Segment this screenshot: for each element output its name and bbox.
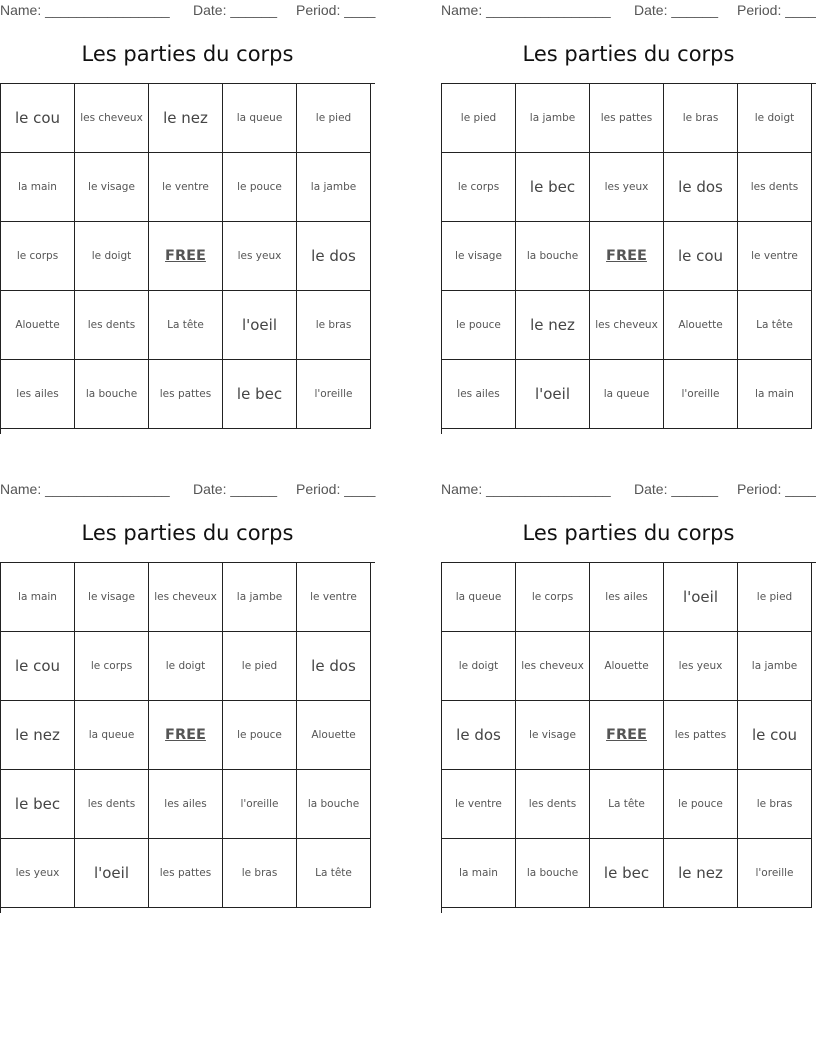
bingo-cell: les ailes	[1, 360, 75, 429]
bingo-cell: le bras	[223, 839, 297, 908]
bingo-cell: La tête	[297, 839, 371, 908]
bingo-cell: le dos	[664, 153, 738, 222]
bingo-cell: le corps	[442, 153, 516, 222]
bingo-cell: le corps	[1, 222, 75, 291]
bingo-cell: la bouche	[297, 770, 371, 839]
bingo-cell: le pied	[223, 632, 297, 701]
bingo-cell: les pattes	[590, 84, 664, 153]
bingo-cell: les dents	[75, 291, 149, 360]
bingo-cell: les ailes	[590, 563, 664, 632]
bingo-cell: l'oreille	[223, 770, 297, 839]
bingo-cell: le dos	[297, 222, 371, 291]
bingo-cell: la bouche	[75, 360, 149, 429]
bingo-cell: la bouche	[516, 839, 590, 908]
bingo-cell: le cou	[1, 632, 75, 701]
bingo-cell: le nez	[664, 839, 738, 908]
bingo-cell: la jambe	[297, 153, 371, 222]
free-cell	[590, 701, 664, 770]
bingo-cell: le cou	[664, 222, 738, 291]
bingo-cell: la main	[442, 839, 516, 908]
bingo-cell: les dents	[738, 153, 812, 222]
bingo-cell: le cou	[738, 701, 812, 770]
bingo-cell: le pouce	[664, 770, 738, 839]
bingo-cell: le cou	[1, 84, 75, 153]
bingo-cell: le visage	[516, 701, 590, 770]
bingo-cell: La tête	[149, 291, 223, 360]
bingo-cell: la jambe	[516, 84, 590, 153]
bingo-grid	[0, 83, 375, 434]
bingo-cell: la queue	[442, 563, 516, 632]
bingo-cell: les cheveux	[590, 291, 664, 360]
bingo-cell: le dos	[297, 632, 371, 701]
bingo-cell: le bec	[590, 839, 664, 908]
bingo-cell: le visage	[75, 153, 149, 222]
bingo-cell: La tête	[590, 770, 664, 839]
date-field: Date: ______	[193, 2, 278, 18]
bingo-cell: Alouette	[297, 701, 371, 770]
bingo-cell: le visage	[75, 563, 149, 632]
bingo-cell: le bras	[664, 84, 738, 153]
bingo-cell: le pied	[297, 84, 371, 153]
date-field: Date: ______	[193, 481, 278, 497]
bingo-cell: le visage	[442, 222, 516, 291]
bingo-cell: le bec	[223, 360, 297, 429]
bingo-cell: le doigt	[442, 632, 516, 701]
bingo-cell: la jambe	[223, 563, 297, 632]
bingo-cell: la queue	[223, 84, 297, 153]
bingo-cell: l'oeil	[664, 563, 738, 632]
free-label: FREE	[606, 248, 647, 264]
bingo-cell: le bec	[1, 770, 75, 839]
bingo-cell: le doigt	[75, 222, 149, 291]
free-cell	[590, 222, 664, 291]
bingo-cell: le bras	[738, 770, 812, 839]
bingo-cell: la main	[1, 153, 75, 222]
bingo-cell: le ventre	[297, 563, 371, 632]
bingo-cell: le nez	[1, 701, 75, 770]
bingo-cell: les ailes	[149, 770, 223, 839]
bingo-cell: l'oreille	[664, 360, 738, 429]
bingo-cell: les ailes	[442, 360, 516, 429]
bingo-cell: la main	[738, 360, 812, 429]
bingo-grid	[441, 562, 816, 913]
bingo-grid	[0, 562, 375, 913]
bingo-cell: le pouce	[223, 701, 297, 770]
bingo-grid	[441, 83, 816, 434]
bingo-cell: le doigt	[149, 632, 223, 701]
bingo-cell: le dos	[442, 701, 516, 770]
bingo-cell: le pouce	[223, 153, 297, 222]
bingo-cell: le bec	[516, 153, 590, 222]
bingo-cell: les dents	[516, 770, 590, 839]
period-field: Period: ____	[737, 2, 816, 18]
card-title: Les parties du corps	[81, 521, 294, 545]
bingo-cell: la jambe	[738, 632, 812, 701]
bingo-cell: le ventre	[442, 770, 516, 839]
bingo-cell: la queue	[590, 360, 664, 429]
period-field: Period: ____	[737, 481, 816, 497]
bingo-cell: le ventre	[738, 222, 812, 291]
bingo-cell: les cheveux	[149, 563, 223, 632]
card-header	[441, 481, 816, 497]
bingo-cell: les yeux	[223, 222, 297, 291]
period-field: Period: ____	[296, 2, 376, 18]
bingo-cell: les cheveux	[516, 632, 590, 701]
free-label: FREE	[165, 727, 206, 743]
bingo-cell: Alouette	[664, 291, 738, 360]
bingo-cell: l'oreille	[297, 360, 371, 429]
bingo-cell: les dents	[75, 770, 149, 839]
bingo-cell: les cheveux	[75, 84, 149, 153]
bingo-cell: Alouette	[1, 291, 75, 360]
bingo-cell: les yeux	[664, 632, 738, 701]
bingo-cell: le pied	[442, 84, 516, 153]
bingo-cell: l'oreille	[738, 839, 812, 908]
name-field: Name: ________________	[441, 2, 611, 18]
bingo-cell: Alouette	[590, 632, 664, 701]
free-label: FREE	[606, 727, 647, 743]
bingo-cell: le nez	[516, 291, 590, 360]
bingo-cell: les yeux	[590, 153, 664, 222]
bingo-cell: l'oeil	[223, 291, 297, 360]
bingo-cell: le corps	[75, 632, 149, 701]
card-title: Les parties du corps	[81, 42, 294, 66]
name-field: Name: ________________	[0, 2, 170, 18]
free-label: FREE	[165, 248, 206, 264]
date-field: Date: ______	[634, 2, 719, 18]
name-field: Name: ________________	[441, 481, 611, 497]
free-cell	[149, 701, 223, 770]
bingo-cell: le bras	[297, 291, 371, 360]
bingo-cell: le pied	[738, 563, 812, 632]
bingo-cell: le corps	[516, 563, 590, 632]
date-field: Date: ______	[634, 481, 719, 497]
card-title: Les parties du corps	[522, 42, 735, 66]
free-cell	[149, 222, 223, 291]
bingo-cell: l'oeil	[75, 839, 149, 908]
bingo-cell: le ventre	[149, 153, 223, 222]
bingo-cell: les pattes	[149, 839, 223, 908]
bingo-cell: La tête	[738, 291, 812, 360]
card-header	[0, 2, 375, 18]
period-field: Period: ____	[296, 481, 376, 497]
bingo-cell: les pattes	[664, 701, 738, 770]
bingo-cell: le nez	[149, 84, 223, 153]
bingo-cell: l'oeil	[516, 360, 590, 429]
bingo-cell: la queue	[75, 701, 149, 770]
bingo-cell: la main	[1, 563, 75, 632]
bingo-cell: les pattes	[149, 360, 223, 429]
card-header	[441, 2, 816, 18]
name-field: Name: ________________	[0, 481, 170, 497]
bingo-cell: le doigt	[738, 84, 812, 153]
bingo-cell: la bouche	[516, 222, 590, 291]
card-header	[0, 481, 375, 497]
bingo-cell: les yeux	[1, 839, 75, 908]
card-title: Les parties du corps	[522, 521, 735, 545]
bingo-cell: le pouce	[442, 291, 516, 360]
